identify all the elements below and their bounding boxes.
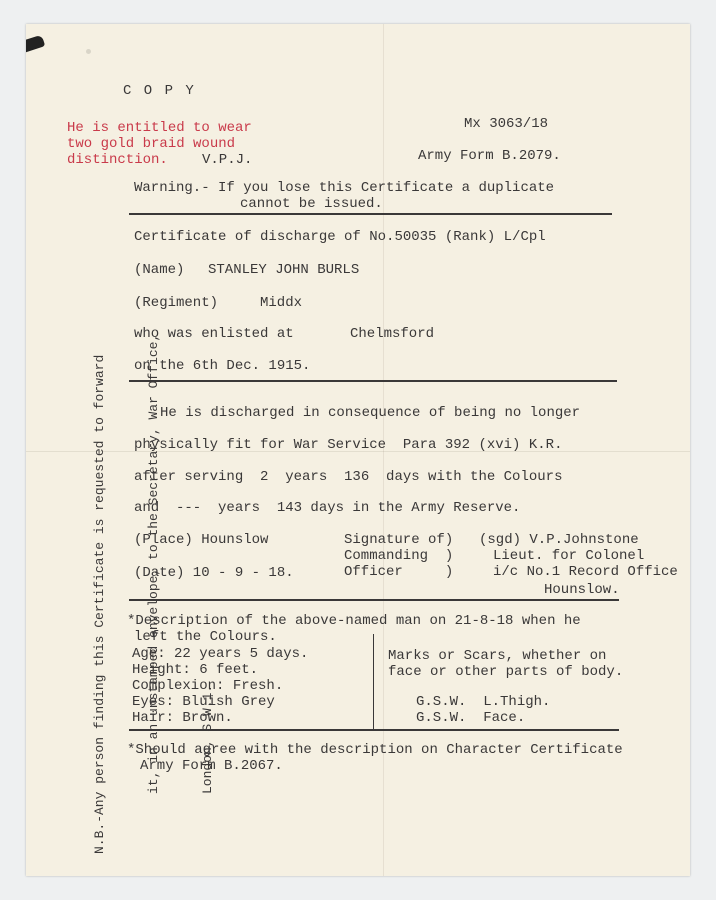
discharge-line-1: He is discharged in consequence of being no longer [160, 405, 581, 421]
signature-label-2: Commanding ) [344, 548, 454, 564]
discharge-line-2: physically fit for War Service Para 392 (xvi) K.R. [134, 437, 563, 453]
description-line-2: left the Colours. [134, 629, 277, 645]
signature-label-3: Officer ) [344, 564, 454, 580]
marks-label-1: Marks or Scars, whether on [388, 648, 607, 664]
side-note-line-3: London, S.W.1. [200, 684, 215, 794]
red-note-line-1: He is entitled to wear [67, 120, 252, 136]
red-note-line-2: two gold braid wound [67, 136, 236, 152]
certificate-number-line: Certificate of discharge of No.50035 (Rank) L/Cpl [134, 229, 546, 245]
torn-corner-mark [26, 35, 45, 54]
marks-label-2: face or other parts of body. [388, 664, 624, 680]
age-field: Age: 22 years 5 days. [132, 646, 309, 662]
warning-line-1: Warning.- If you lose this Certificate a duplicate [134, 180, 555, 196]
officer-rank: Lieut. for Colonel [493, 548, 645, 564]
side-note-line-1: N.B.-Any person finding this Certificate is requested to forward [92, 354, 107, 854]
service-reserve-line: and --- years 143 days in the Army Reserve. [134, 500, 521, 516]
officer-office: i/c No.1 Record Office [493, 564, 678, 580]
description-divider [373, 634, 374, 730]
name-label: (Name) [134, 262, 185, 278]
copy-label: C O P Y [123, 83, 196, 99]
rule-after-warning [129, 213, 612, 215]
complexion-field: Complexion: Fresh. [132, 678, 284, 694]
side-note-line-2: it, in an unstamped envelope, to the Secretary, War Office, [146, 333, 161, 794]
height-field: Height: 6 feet. [132, 662, 259, 678]
enlisted-label: who was enlisted at [134, 326, 294, 342]
enlisted-place: Chelmsford [350, 326, 435, 342]
scar-1: G.S.W. L.Thigh. [416, 694, 551, 710]
reference-number: Mx 3063/18 [464, 116, 549, 132]
regiment-value: Middx [260, 295, 303, 311]
warning-line-2: cannot be issued. [240, 196, 383, 212]
red-note-initials: V.P.J. [202, 152, 253, 168]
scar-2: G.S.W. Face. [416, 710, 526, 726]
officer-signature: (sgd) V.P.Johnstone [479, 532, 639, 548]
officer-location: Hounslow. [544, 582, 620, 598]
date-field: (Date) 10 - 9 - 18. [134, 565, 294, 581]
eyes-field: Eyes: Bluish Grey [132, 694, 275, 710]
regiment-label: (Regiment) [134, 295, 219, 311]
red-note-line-3: distinction. [67, 152, 168, 168]
side-note [55, 334, 253, 854]
description-line-1: *Description of the above-named man on 21-8-18 when he [127, 613, 581, 629]
name-value: STANLEY JOHN BURLS [208, 262, 360, 278]
punch-hole [86, 49, 91, 54]
footnote-line-1: *Should agree with the description on Character Certificate [127, 742, 623, 758]
hair-field: Hair: Brown. [132, 710, 233, 726]
place-field: (Place) Hounslow [134, 532, 269, 548]
signature-label-1: Signature of) [344, 532, 454, 548]
enlisted-date: on the 6th Dec. 1915. [134, 358, 311, 374]
certificate-sheet [26, 24, 690, 876]
footnote-line-2: Army Form B.2067. [140, 758, 283, 774]
form-number: Army Form B.2079. [418, 148, 561, 164]
service-colours-line: after serving 2 years 136 days with the Colours [134, 469, 563, 485]
